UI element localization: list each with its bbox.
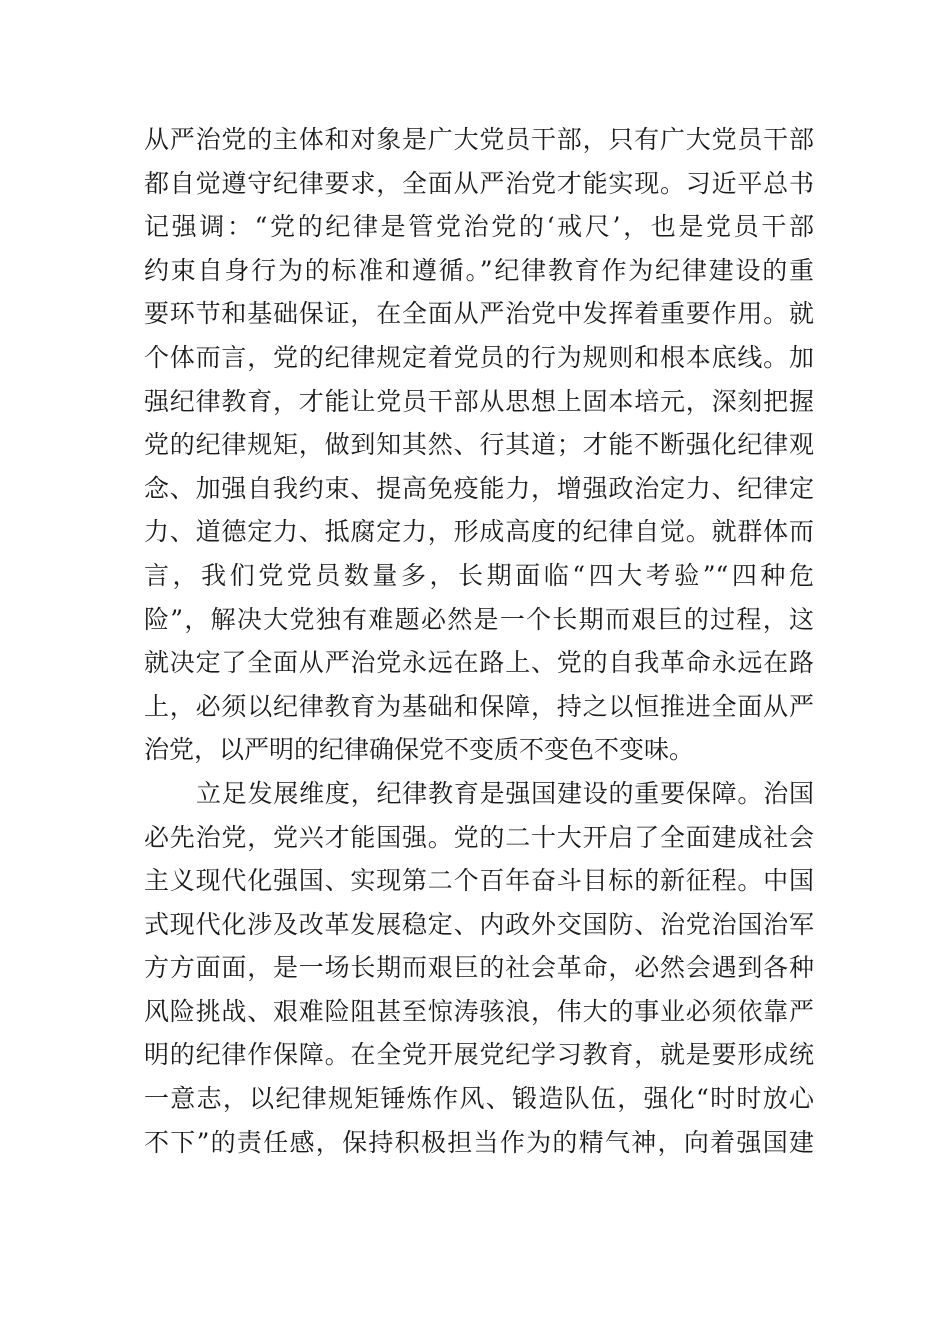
text-line: 上，必须以纪律教育为基础和保障，持之以恒推进全面从严 [144, 691, 814, 721]
text-line: 式现代化涉及改革发展稳定、内政外交国防、治党治国治军 [144, 909, 814, 939]
body-text [144, 118, 814, 1164]
text-line: 约束自身行为的标准和遵循。”纪律教育作为纪律建设的重 [144, 255, 814, 285]
text-line: 治党，以严明的纪律确保党不变质不变色不变味。 [144, 735, 695, 765]
text-line: 记强调：“党的纪律是管党治党的‘戒尺’，也是党员干部 [144, 212, 814, 242]
text-line: 明的纪律作保障。在全党开展党纪学习教育，就是要形成统 [144, 1040, 814, 1070]
text-line: 不下”的责任感，保持积极担当作为的精气神，向着强国建 [144, 1127, 814, 1157]
text-line: 党的纪律规矩，做到知其然、行其道；才能不断强化纪律观 [144, 430, 814, 460]
text-line: 一意志，以纪律规矩锤炼作风、锻造队伍，强化“时时放心 [144, 1084, 814, 1114]
text-line: 险”，解决大党独有难题必然是一个长期而艰巨的过程，这 [144, 604, 814, 634]
text-line: 都自觉遵守纪律要求，全面从严治党才能实现。习近平总书 [144, 168, 814, 198]
text-line: 主义现代化强国、实现第二个百年奋斗目标的新征程。中国 [144, 866, 814, 896]
text-line: 力、道德定力、抵腐定力，形成高度的纪律自觉。就群体而 [144, 517, 814, 547]
text-line: 念、加强自我约束、提高免疫能力，增强政治定力、纪律定 [144, 473, 814, 503]
text-line: 言，我们党党员数量多，长期面临“四大考验”“四种危 [144, 560, 814, 590]
paragraph-2 [144, 772, 814, 1164]
text-line: 必先治党，党兴才能国强。党的二十大开启了全面建成社会 [144, 822, 814, 852]
text-line: 个体而言，党的纪律规定着党员的行为规则和根本底线。加 [144, 342, 814, 372]
text-line: 就决定了全面从严治党永远在路上、党的自我革命永远在路 [144, 648, 814, 678]
paragraph-1 [144, 118, 814, 772]
text-line: 从严治党的主体和对象是广大党员干部，只有广大党员干部 [144, 125, 814, 154]
text-line: 方方面面，是一场长期而艰巨的社会革命，必然会遇到各种 [144, 953, 814, 983]
text-line: 要环节和基础保证，在全面从严治党中发挥着重要作用。就 [144, 299, 814, 329]
text-line: 立足发展维度，纪律教育是强国建设的重要保障。治国 [196, 778, 814, 808]
text-line: 风险挑战、艰难险阻甚至惊涛骇浪，伟大的事业必须依靠严 [144, 996, 814, 1026]
text-line: 强纪律教育，才能让党员干部从思想上固本培元，深刻把握 [144, 386, 814, 416]
